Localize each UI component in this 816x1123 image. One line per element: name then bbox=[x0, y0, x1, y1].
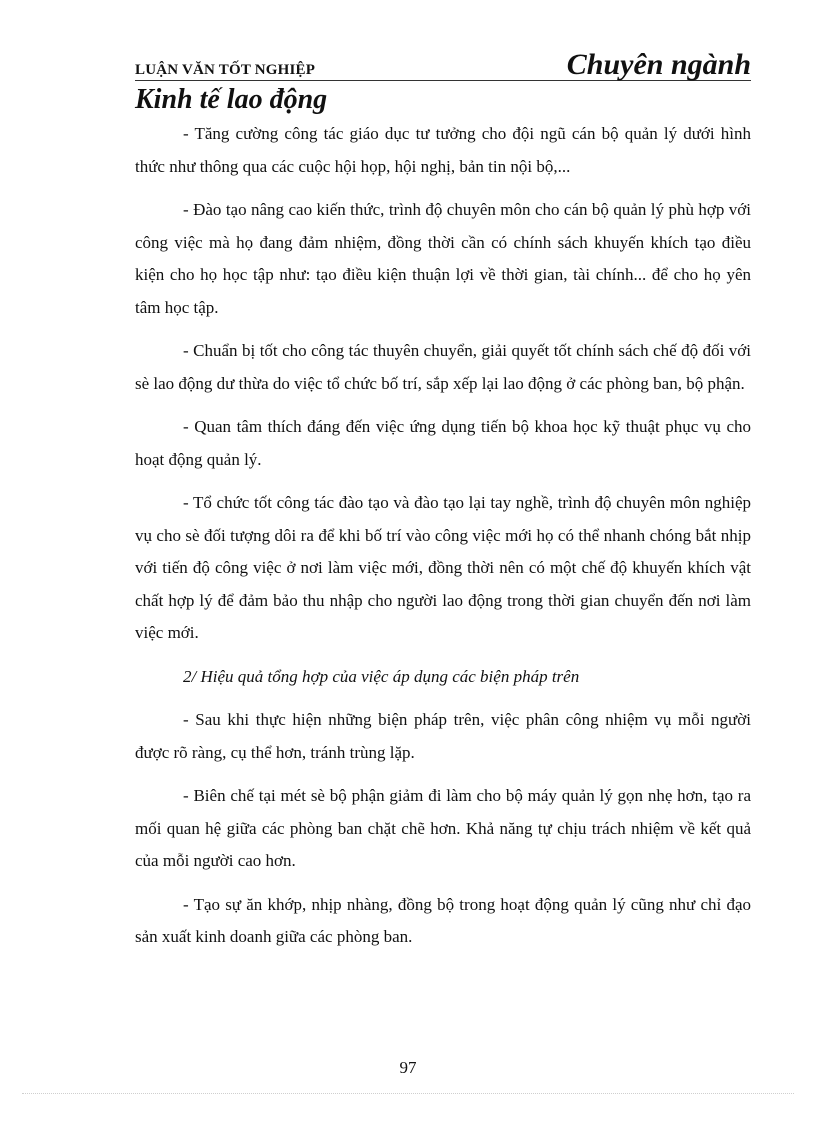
document-body bbox=[135, 118, 751, 965]
result-paragraph: - Biên chế tại mét sè bộ phận giảm đi làm cho bộ máy quản lý gọn nhẹ hơn, tạo ra mối quan hệ giữa các phòng ban chặt chẽ hơn. Khả năng tự chịu trách nhiệm về kết quả của mỗi người cao hơn. bbox=[135, 786, 751, 870]
page-header bbox=[135, 48, 751, 81]
section-heading: 2/ Hiệu quả tổng hợp của việc áp dụng các biện pháp trên bbox=[183, 666, 580, 686]
paragraph: - Quan tâm thích đáng đến việc ứng dụng tiến bộ khoa học kỹ thuật phục vụ cho hoạt động quản lý. bbox=[135, 417, 751, 469]
result-paragraph: - Tạo sự ăn khớp, nhịp nhàng, đồng bộ trong hoạt động quản lý cũng như chỉ đạo sản xuất kinh doanh giữa các phòng ban. bbox=[135, 894, 751, 946]
major-label: Chuyên ngành bbox=[566, 48, 751, 81]
paragraph: - Đào tạo nâng cao kiến thức, trình độ chuyên môn cho cán bộ quản lý phù hợp với công việc mà họ đang đảm nhiệm, đồng thời cần có chính sách khuyến khích tạo điều kiện cho họ học tập như: tạo điều kiện thuận lợi về thời gian, tài chính... để cho họ yên tâm học tập. bbox=[135, 200, 751, 317]
major-name: Kinh tế lao động bbox=[135, 84, 328, 115]
result-paragraph: - Sau khi thực hiện những biện pháp trên, việc phân công nhiệm vụ mỗi người được rõ ràng, cụ thể hơn, tránh trùng lặp. bbox=[135, 710, 751, 762]
thesis-title: LUẬN VĂN TỐT NGHIỆP bbox=[135, 62, 316, 78]
paragraph: - Chuẩn bị tốt cho công tác thuyên chuyển, giải quyết tốt chính sách chế độ đối với sè lao động dư thừa do việc tổ chức bố trí, sắp xếp lại lao động ở các phòng ban, bộ phận. bbox=[135, 341, 751, 393]
paragraph: - Tổ chức tốt công tác đào tạo và đào tạo lại tay nghề, trình độ chuyên môn nghiệp vụ cho sè đối tượng dôi ra để khi bố trí vào công việc mới họ có thể nhanh chóng bắt nhịp với tiến độ công việc ở nơi làm việc mới, đồng thời nên có một chế độ khuyến khích vật chất hợp lý để đảm bảo thu nhập cho người lao động trong thời gian chuyển đến nơi làm việc mới. bbox=[135, 493, 751, 642]
footer-divider bbox=[22, 1093, 794, 1094]
page-number: 97 bbox=[399, 1058, 417, 1077]
paragraph: - Tăng cường công tác giáo dục tư tưởng cho đội ngũ cán bộ quản lý dưới hình thức như thông qua các cuộc hội họp, hội nghị, bản tin nội bộ,... bbox=[135, 124, 751, 176]
